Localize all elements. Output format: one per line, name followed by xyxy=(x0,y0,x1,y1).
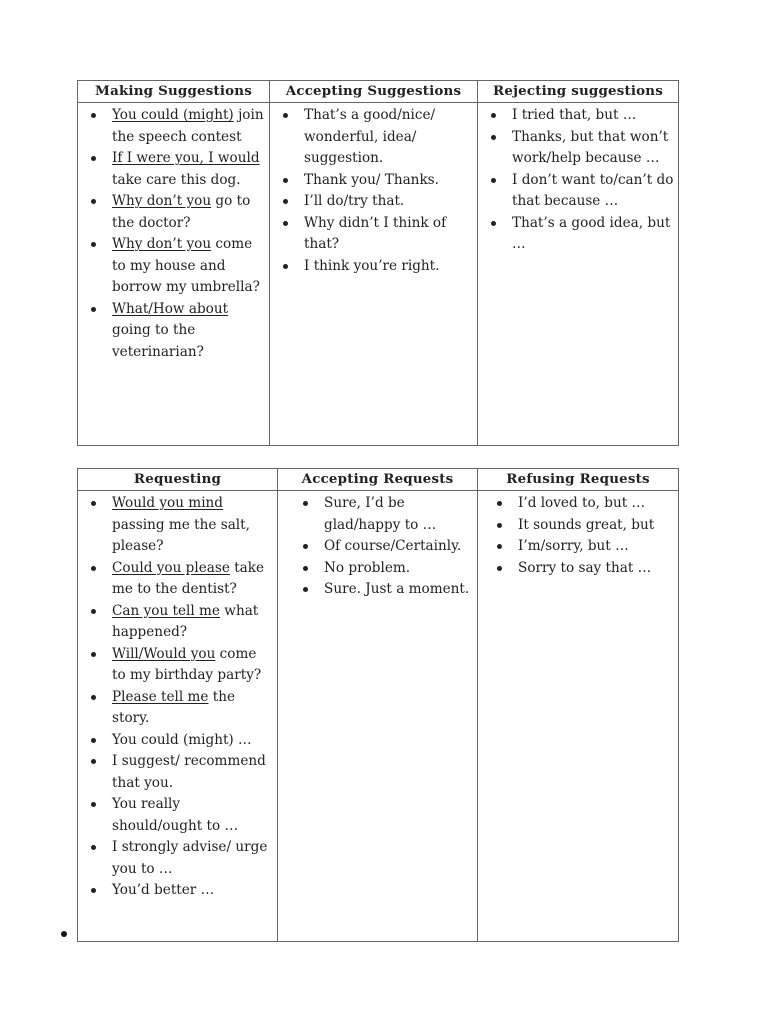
requests-header-row xyxy=(78,469,679,491)
requesting-item xyxy=(78,558,273,601)
accepting-request-item: Sure, I’d be glad/happy to … xyxy=(290,493,473,536)
requesting-item-phrase: Can you tell me xyxy=(112,602,220,619)
header-making-suggestions: Making Suggestions xyxy=(78,81,270,103)
requesting-item-phrase: Please tell me xyxy=(112,688,209,705)
requesting-item-text: the story. xyxy=(112,688,236,726)
requesting-item-text: I suggest/ recommend that you. xyxy=(112,753,266,791)
making-suggestion-item-phrase: You could (might) xyxy=(112,107,234,123)
requesting-item-text: You’d better … xyxy=(112,882,215,898)
making-suggestions-list xyxy=(78,103,269,363)
requesting-item-text: You could (might) … xyxy=(112,731,252,748)
accepting-suggestion-item: That’s a good/nice/ wonderful, idea/ suggestion. xyxy=(270,105,473,170)
refusing-requests-cell xyxy=(478,491,679,942)
requesting-item-text: take me to the dentist? xyxy=(112,559,265,597)
requesting-item xyxy=(78,837,273,880)
making-suggestion-item-phrase: If I were you, I would xyxy=(112,150,260,166)
requests-body-row xyxy=(78,491,679,942)
accepting-requests-list xyxy=(278,491,477,601)
requesting-item xyxy=(78,751,273,794)
making-suggestion-item xyxy=(78,299,265,364)
making-suggestion-item-text: come to my house and borrow my umbrella? xyxy=(112,236,260,295)
requesting-item-text: come to my birthday party? xyxy=(112,645,262,683)
requesting-item-text: passing me the salt, please? xyxy=(112,516,250,554)
requesting-item xyxy=(78,794,273,837)
making-suggestion-item-phrase: What/How about xyxy=(112,300,229,317)
requesting-item xyxy=(78,730,273,752)
accepting-requests-cell xyxy=(278,491,478,942)
rejecting-suggestion-item: I don’t want to/can’t do that because … xyxy=(478,170,674,213)
making-suggestion-item xyxy=(78,234,265,299)
header-requesting: Requesting xyxy=(78,469,278,491)
rejecting-suggestion-item: That’s a good idea, but … xyxy=(478,213,674,256)
requesting-item-phrase: Would you mind xyxy=(112,495,223,511)
rejecting-suggestion-item: Thanks, but that won’t work/help because … xyxy=(478,127,674,170)
refusing-requests-list xyxy=(478,491,678,579)
making-suggestions-cell xyxy=(78,103,270,446)
making-suggestion-item xyxy=(78,148,265,191)
refusing-request-item: I’d loved to, but … xyxy=(484,493,674,515)
accepting-request-item: Sure. Just a moment. xyxy=(290,579,473,601)
making-suggestion-item-phrase: Why don’t you xyxy=(112,236,212,252)
accepting-suggestions-list xyxy=(270,103,477,277)
making-suggestion-item-phrase: Why don’t you xyxy=(112,193,212,209)
suggestions-table xyxy=(77,80,679,446)
making-suggestion-item xyxy=(78,191,265,234)
making-suggestion-item-text: join the speech contest xyxy=(112,107,264,145)
requesting-list xyxy=(78,491,277,902)
stray-bullet xyxy=(61,931,67,937)
header-rejecting-suggestions: Rejecting suggestions xyxy=(478,81,679,103)
rejecting-suggestions-list xyxy=(478,103,678,256)
rejecting-suggestions-cell xyxy=(478,103,679,446)
refusing-request-item: Sorry to say that … xyxy=(484,558,674,580)
requesting-item-text: You really should/ought to … xyxy=(112,796,239,834)
requesting-item-phrase: Will/Would you xyxy=(112,645,216,662)
making-suggestion-item xyxy=(78,105,265,148)
header-accepting-requests: Accepting Requests xyxy=(278,469,478,491)
refusing-request-item: I’m/sorry, but … xyxy=(484,536,674,558)
requesting-item-phrase: Could you please xyxy=(112,559,230,576)
requesting-item xyxy=(78,880,273,902)
accepting-suggestions-cell xyxy=(270,103,478,446)
requesting-item-text: I strongly advise/ urge you to … xyxy=(112,839,268,877)
accepting-suggestion-item: I think you’re right. xyxy=(270,256,473,278)
suggestions-body-row xyxy=(78,103,679,446)
requesting-item xyxy=(78,493,273,558)
header-refusing-requests: Refusing Requests xyxy=(478,469,679,491)
requesting-item xyxy=(78,687,273,730)
accepting-suggestion-item: Thank you/ Thanks. xyxy=(270,170,473,192)
accepting-suggestion-item: I’ll do/try that. xyxy=(270,191,473,213)
requesting-cell xyxy=(78,491,278,942)
suggestions-header-row xyxy=(78,81,679,103)
requesting-item xyxy=(78,644,273,687)
accepting-request-item: Of course/Certainly. xyxy=(290,536,473,558)
requesting-item xyxy=(78,601,273,644)
making-suggestion-item-text: going to the veterinarian? xyxy=(112,322,204,360)
header-accepting-suggestions: Accepting Suggestions xyxy=(270,81,478,103)
requesting-item-text: what happened? xyxy=(112,602,259,640)
making-suggestion-item-text: go to the doctor? xyxy=(112,193,251,231)
refusing-request-item: It sounds great, but xyxy=(484,515,674,537)
rejecting-suggestion-item: I tried that, but … xyxy=(478,105,674,127)
making-suggestion-item-text: take care this dog. xyxy=(112,171,241,188)
accepting-suggestion-item: Why didn’t I think of that? xyxy=(270,213,473,256)
accepting-request-item: No problem. xyxy=(290,558,473,580)
requests-table xyxy=(77,468,679,942)
